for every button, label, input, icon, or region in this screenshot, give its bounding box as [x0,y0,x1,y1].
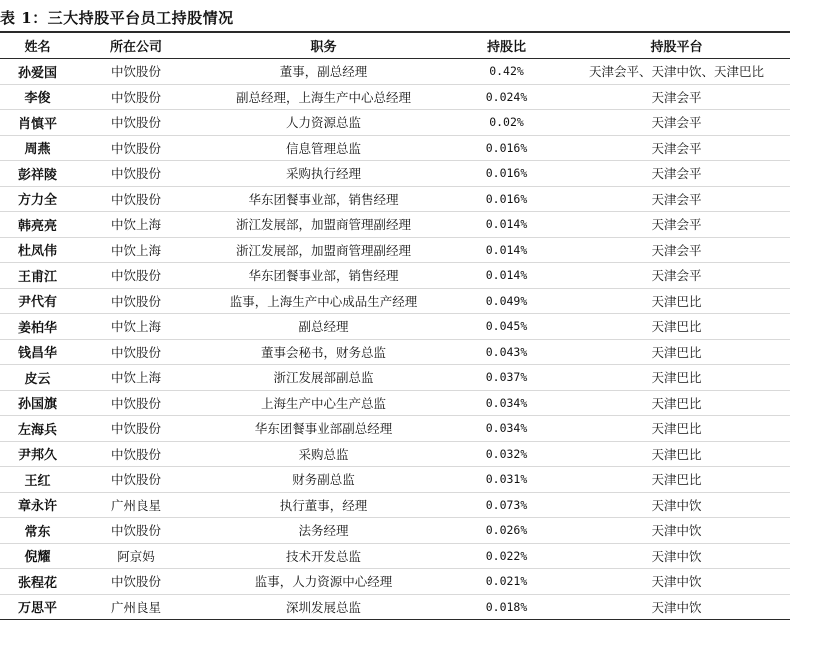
cell-position: 华东团餐事业部，销售经理 [197,186,450,212]
table-row [0,314,790,340]
header-company: 所在公司 [75,33,197,59]
cell-company: 中饮股份 [75,135,197,161]
cell-platform: 天津会平 [563,161,790,187]
header-ratio: 持股比 [450,33,563,59]
cell-company: 中饮股份 [75,59,197,85]
cell-name: 彭祥陵 [0,161,75,187]
table-row [0,543,790,569]
cell-name: 钱昌华 [0,339,75,365]
cell-position: 浙江发展部副总监 [197,365,450,391]
cell-position: 华东团餐事业部副总经理 [197,416,450,442]
cell-ratio: 0.037% [450,365,563,391]
header-name: 姓名 [0,33,75,59]
header-position: 职务 [197,33,450,59]
cell-company: 中饮股份 [75,288,197,314]
cell-platform: 天津会平 [563,186,790,212]
cell-platform: 天津会平、天津中饮、天津巴比 [563,59,790,85]
cell-name: 孙国旗 [0,390,75,416]
cell-ratio: 0.022% [450,543,563,569]
table-row [0,110,790,136]
cell-company: 中饮股份 [75,416,197,442]
cell-platform: 天津巴比 [563,314,790,340]
cell-position: 采购执行经理 [197,161,450,187]
cell-name: 孙爱国 [0,59,75,85]
cell-ratio: 0.045% [450,314,563,340]
cell-position: 浙江发展部，加盟商管理副经理 [197,212,450,238]
table-row [0,212,790,238]
cell-name: 万思平 [0,594,75,620]
cell-name: 尹邦久 [0,441,75,467]
cell-company: 中饮股份 [75,339,197,365]
table-body [0,59,790,620]
cell-ratio: 0.043% [450,339,563,365]
cell-company: 中饮股份 [75,161,197,187]
cell-ratio: 0.016% [450,135,563,161]
cell-name: 杜凤伟 [0,237,75,263]
cell-name: 方力全 [0,186,75,212]
cell-position: 副总经理，上海生产中心总经理 [197,84,450,110]
cell-ratio: 0.034% [450,416,563,442]
cell-ratio: 0.021% [450,569,563,595]
cell-platform: 天津中饮 [563,518,790,544]
cell-platform: 天津巴比 [563,467,790,493]
cell-ratio: 0.049% [450,288,563,314]
cell-ratio: 0.014% [450,212,563,238]
cell-company: 中饮上海 [75,237,197,263]
cell-company: 广州良星 [75,594,197,620]
cell-ratio: 0.034% [450,390,563,416]
header-platform: 持股平台 [563,33,790,59]
cell-platform: 天津会平 [563,212,790,238]
table-row [0,365,790,391]
cell-name: 章永许 [0,492,75,518]
cell-name: 韩亮亮 [0,212,75,238]
cell-platform: 天津会平 [563,110,790,136]
cell-platform: 天津中饮 [563,492,790,518]
table-row [0,263,790,289]
cell-position: 采购总监 [197,441,450,467]
cell-position: 上海生产中心生产总监 [197,390,450,416]
table-row [0,161,790,187]
cell-ratio: 0.016% [450,186,563,212]
table-row [0,288,790,314]
cell-company: 中饮上海 [75,314,197,340]
cell-company: 中饮股份 [75,110,197,136]
cell-platform: 天津中饮 [563,543,790,569]
cell-company: 中饮上海 [75,365,197,391]
cell-platform: 天津中饮 [563,569,790,595]
cell-ratio: 0.031% [450,467,563,493]
table-row [0,59,790,85]
table-row [0,492,790,518]
cell-position: 技术开发总监 [197,543,450,569]
table-row [0,84,790,110]
table-row [0,441,790,467]
cell-position: 财务副总监 [197,467,450,493]
cell-ratio: 0.024% [450,84,563,110]
cell-platform: 天津会平 [563,84,790,110]
table-row [0,569,790,595]
cell-company: 中饮股份 [75,518,197,544]
table-container [0,31,790,620]
cell-position: 监事，上海生产中心成品生产经理 [197,288,450,314]
cell-ratio: 0.014% [450,237,563,263]
cell-ratio: 0.016% [450,161,563,187]
cell-company: 广州良星 [75,492,197,518]
cell-company: 中饮股份 [75,186,197,212]
cell-name: 常东 [0,518,75,544]
shareholding-table [0,33,790,620]
table-caption: 表 1：三大持股平台员工持股情况 [0,9,234,27]
table-row [0,467,790,493]
cell-ratio: 0.073% [450,492,563,518]
cell-name: 张程花 [0,569,75,595]
table-row [0,135,790,161]
cell-ratio: 0.026% [450,518,563,544]
cell-ratio: 0.02% [450,110,563,136]
cell-position: 法务经理 [197,518,450,544]
table-row [0,186,790,212]
cell-position: 监事，人力资源中心经理 [197,569,450,595]
cell-company: 中饮股份 [75,441,197,467]
table-row [0,594,790,620]
cell-company: 中饮股份 [75,569,197,595]
cell-position: 董事会秘书，财务总监 [197,339,450,365]
cell-name: 皮云 [0,365,75,391]
cell-position: 执行董事，经理 [197,492,450,518]
cell-name: 肖慎平 [0,110,75,136]
cell-platform: 天津巴比 [563,390,790,416]
table-row [0,339,790,365]
cell-ratio: 0.014% [450,263,563,289]
cell-name: 李俊 [0,84,75,110]
header-row [0,33,790,59]
cell-company: 中饮股份 [75,467,197,493]
cell-position: 信息管理总监 [197,135,450,161]
cell-position: 董事，副总经理 [197,59,450,85]
cell-company: 中饮上海 [75,212,197,238]
cell-company: 阿京妈 [75,543,197,569]
cell-platform: 天津巴比 [563,416,790,442]
cell-platform: 天津巴比 [563,365,790,391]
cell-name: 姜柏华 [0,314,75,340]
cell-platform: 天津会平 [563,237,790,263]
cell-name: 倪耀 [0,543,75,569]
cell-ratio: 0.018% [450,594,563,620]
table-row [0,390,790,416]
cell-platform: 天津中饮 [563,594,790,620]
cell-position: 浙江发展部，加盟商管理副经理 [197,237,450,263]
cell-platform: 天津巴比 [563,441,790,467]
cell-ratio: 0.032% [450,441,563,467]
cell-platform: 天津会平 [563,135,790,161]
cell-company: 中饮股份 [75,390,197,416]
cell-name: 王红 [0,467,75,493]
cell-company: 中饮股份 [75,84,197,110]
cell-position: 深圳发展总监 [197,594,450,620]
cell-platform: 天津巴比 [563,339,790,365]
cell-position: 副总经理 [197,314,450,340]
cell-company: 中饮股份 [75,263,197,289]
cell-name: 王甫江 [0,263,75,289]
table-row [0,416,790,442]
cell-name: 左海兵 [0,416,75,442]
cell-position: 人力资源总监 [197,110,450,136]
cell-ratio: 0.42% [450,59,563,85]
cell-platform: 天津巴比 [563,288,790,314]
cell-name: 尹代有 [0,288,75,314]
table-row [0,518,790,544]
cell-position: 华东团餐事业部，销售经理 [197,263,450,289]
table-row [0,237,790,263]
cell-name: 周燕 [0,135,75,161]
cell-platform: 天津会平 [563,263,790,289]
